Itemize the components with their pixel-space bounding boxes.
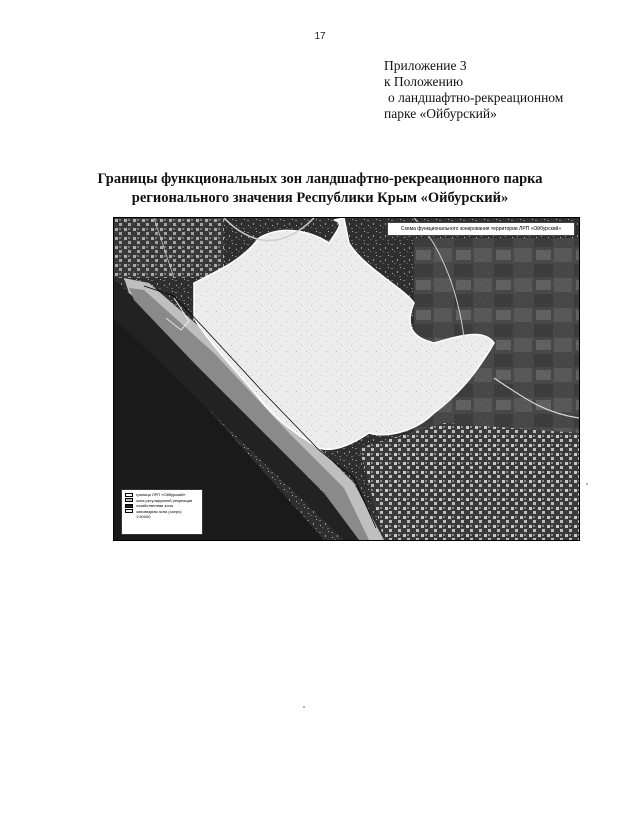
title-line-1: Границы функциональных зон ландшафтно-рекреационного парка [97, 171, 543, 187]
map-header: Схема функционального зонирования территории ЛРП «Ойбурский» [387, 222, 575, 236]
scan-speck [586, 483, 588, 485]
appendix-note [384, 58, 614, 122]
legend-label: хозяйственная зона [136, 503, 173, 508]
legend-label: заповедная зона (озеро) [136, 508, 182, 514]
legend-label: зона регулируемой рекреации [136, 497, 193, 503]
legend-label: граница ЛРП «Ойбурский» [136, 492, 186, 497]
title-line-2: регионального значения Республики Крым «Ойбурский» [131, 190, 509, 206]
scan-speck [303, 706, 305, 708]
appendix-line-1: Приложение 3 [384, 58, 467, 73]
appendix-line-3: о ландшафтно-рекреационном [388, 90, 564, 105]
page-number: 17 [314, 31, 326, 42]
document-title [80, 170, 560, 208]
zoning-map [113, 217, 580, 541]
appendix-line-2: к Положению [384, 74, 464, 89]
appendix-line-4: парке «Ойбурский» [384, 106, 497, 121]
economic-swatch-icon [125, 504, 133, 508]
reserve-swatch-icon [125, 509, 133, 513]
map-legend [121, 489, 203, 535]
legend-scale: 1:50000 [136, 514, 151, 519]
boundary-swatch-icon [125, 493, 133, 497]
recreation-swatch-icon [125, 498, 133, 502]
